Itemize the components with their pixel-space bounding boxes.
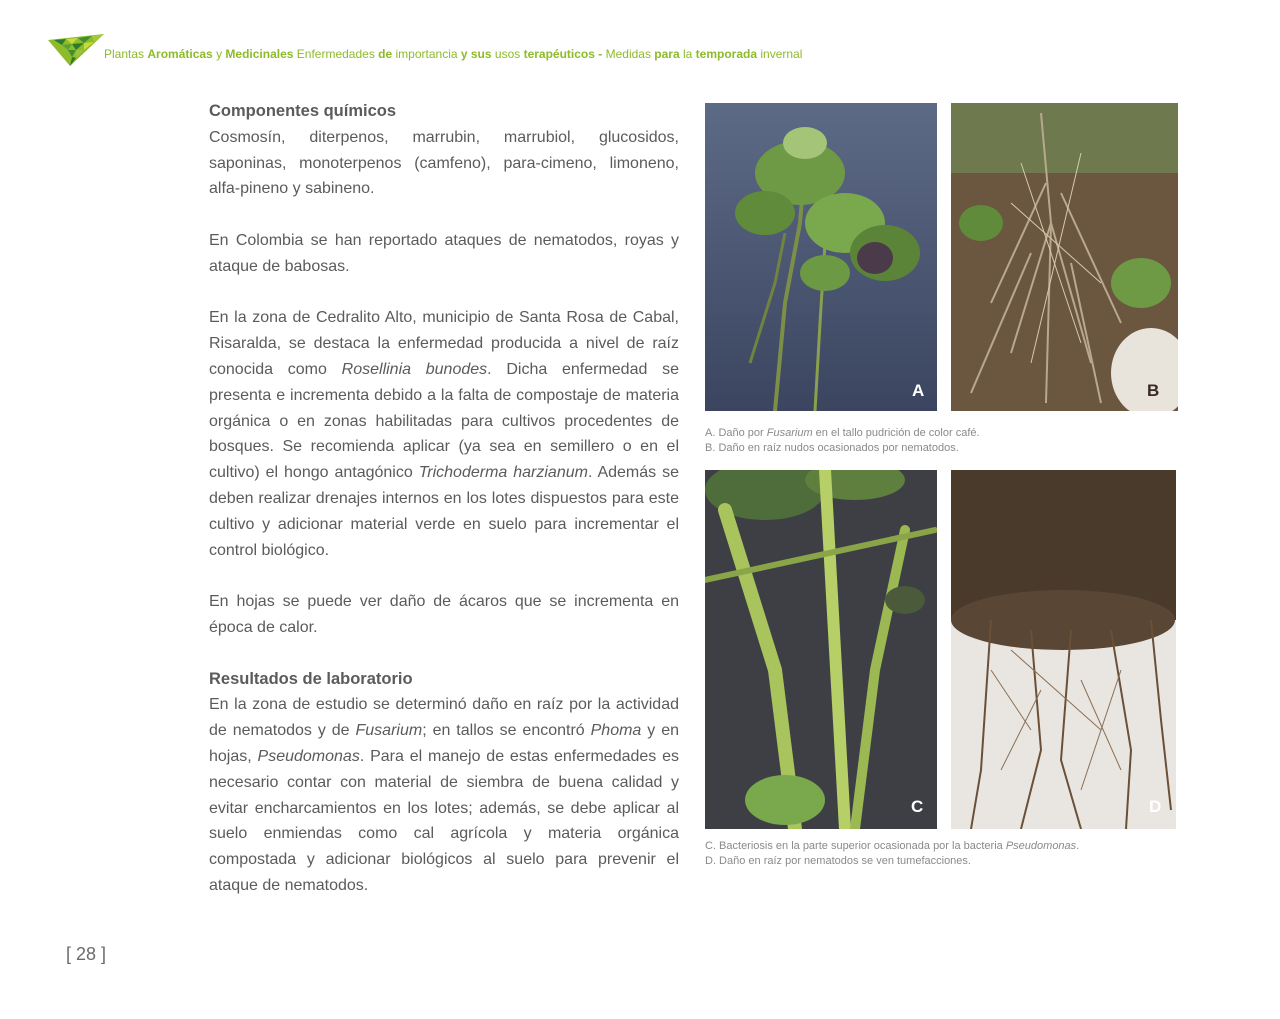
paragraph-cedralito bbox=[209, 305, 679, 563]
header-seg: Medicinales bbox=[225, 47, 294, 61]
photo-b-roots bbox=[951, 103, 1178, 411]
caption-cd bbox=[705, 839, 1175, 869]
text-span: . bbox=[1076, 840, 1080, 852]
header-seg: de bbox=[378, 47, 393, 61]
header-seg: Enfermedades bbox=[293, 47, 379, 61]
paragraph-colombia-attacks: En Colombia se han reportado ataques de nematodos, royas y ataque de babosas. bbox=[209, 231, 679, 275]
text-span: y en hojas, bbox=[209, 722, 679, 765]
photo-label-a: A bbox=[912, 381, 925, 400]
species-name: Fusarium bbox=[355, 722, 423, 740]
text-span: . Además se deben realizar drenajes internos en los lotes dispuestos para este cultivo y adicionar material verde en suelo para incrementar el control biológico. bbox=[209, 464, 679, 559]
running-header bbox=[48, 32, 948, 72]
paragraph-mites: En hojas se puede ver daño de ácaros que se incrementa en época de calor. bbox=[209, 593, 679, 636]
text-span: en el tallo pudrición de color café. bbox=[812, 427, 980, 439]
page-number: [ 28 ] bbox=[66, 944, 107, 964]
text-span: En la zona de estudio se determinó daño en raíz por la actividad de nematodos y de bbox=[209, 696, 679, 740]
header-seg: para bbox=[654, 47, 680, 61]
header-seg: importancia bbox=[392, 47, 461, 61]
species-name: Rosellinia bunodes bbox=[341, 360, 488, 378]
section-heading-chemical: Componentes químicos bbox=[209, 102, 397, 120]
header-seg: Plantas bbox=[104, 47, 148, 61]
species-name: Phoma bbox=[590, 722, 642, 740]
header-seg: la bbox=[679, 47, 696, 61]
photo-label-b: B bbox=[1147, 381, 1160, 400]
header-seg: y bbox=[212, 47, 226, 61]
header-seg: invernal bbox=[757, 47, 803, 61]
section-heading-lab-results: Resultados de laboratorio bbox=[209, 669, 413, 688]
diamond-logo-icon bbox=[48, 32, 106, 68]
text-span: . Dicha enfermedad se presenta e incrementa debido a la falta de compostaje de materia orgánica o en zonas habilitadas para cultivos procedentes de bosques. Se recomienda aplicar (ya sea en semillero o en el cultivo) el hongo antagónico bbox=[209, 360, 680, 482]
photo-c-stems bbox=[705, 470, 937, 829]
paragraph-chemical-components: Cosmosín, diterpenos, marrubin, marrubiol, glucosidos, saponinas, monoterpenos (camfeno), para-cimeno, limoneno, alfa-pineno y sabineno. bbox=[209, 128, 679, 198]
caption-b: B. Daño en raíz nudos ocasionados por nematodos. bbox=[705, 442, 959, 454]
text-span: . Para el manejo de estas enfermedades es necesario contar con material de siembra de buena calidad y evitar encharcamientos en los lotes; además, se debe aplicar al suelo enmiendas como cal agrícola y materia orgánica compostada y adicionar biológicos al suelo para prevenir el ataque de nematodos. bbox=[209, 747, 680, 894]
paragraph-lab-results bbox=[209, 692, 679, 898]
text-span: ; en tallos se encontró bbox=[422, 722, 591, 740]
main-text-column bbox=[209, 99, 679, 925]
caption-c bbox=[705, 839, 1175, 854]
header-seg: Aromáticas bbox=[147, 47, 213, 61]
photo-a-leaves bbox=[705, 103, 937, 411]
text-span: En la zona de Cedralito Alto, municipio de Santa Rosa de Cabal, Risaralda, se destaca la enfermedad producida a nivel de raíz conocida como bbox=[209, 309, 679, 378]
species-name: Pseudomonas bbox=[1005, 840, 1077, 852]
caption-d: D. Daño en raíz por nematodos se ven tumefacciones. bbox=[705, 855, 971, 867]
header-title bbox=[104, 47, 802, 61]
header-seg: y sus bbox=[460, 47, 492, 61]
header-seg: terapéuticos - bbox=[523, 47, 603, 61]
photo-d-roots bbox=[951, 470, 1176, 829]
caption-a bbox=[705, 426, 1175, 441]
text-span: A. Daño por bbox=[705, 427, 767, 439]
photo-label-c: C bbox=[911, 797, 924, 816]
species-name: Trichoderma harzianum bbox=[418, 464, 588, 482]
header-seg: temporada bbox=[695, 47, 758, 61]
species-name: Pseudomonas bbox=[257, 747, 360, 765]
header-seg: usos bbox=[491, 47, 524, 61]
species-name: Fusarium bbox=[766, 427, 813, 439]
caption-ab bbox=[705, 426, 1175, 456]
photo-label-d: D bbox=[1149, 797, 1162, 816]
header-seg: Medidas bbox=[602, 47, 655, 61]
text-span: C. Bacteriosis en la parte superior ocasionada por la bacteria bbox=[705, 840, 1006, 852]
